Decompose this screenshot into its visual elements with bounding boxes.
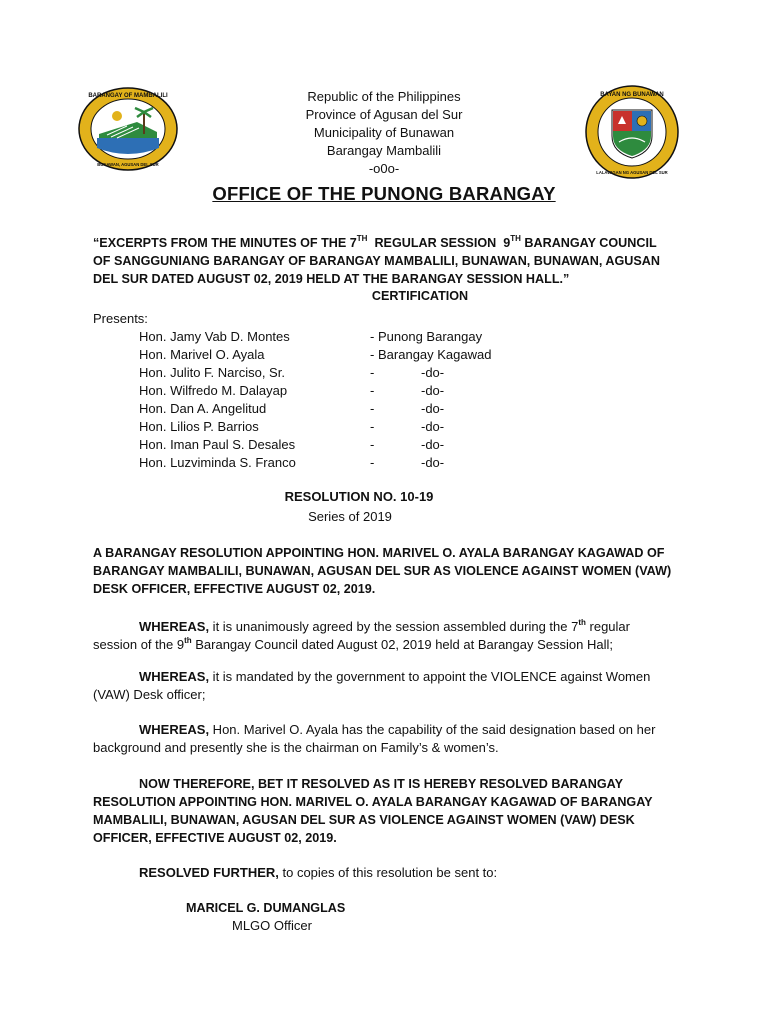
roster-member-name: Hon. Jamy Vab D. Montes xyxy=(139,329,290,344)
roster-row xyxy=(139,328,599,346)
excerpt-sup-2: TH xyxy=(510,233,521,243)
excerpt-text-2: REGULAR SESSION 9 xyxy=(367,236,511,250)
whereas-paragraph-1 xyxy=(93,618,673,654)
roster-member-position: -do- xyxy=(421,419,445,434)
letterhead-republic: Republic of the Philippines xyxy=(307,89,461,104)
roster-dash: - xyxy=(370,347,375,362)
whereas-text: regular session of the 9 xyxy=(93,619,630,652)
resolved-further-lead: RESOLVED FURTHER, xyxy=(139,865,279,880)
whereas-paragraph-3 xyxy=(93,721,673,757)
roster-row xyxy=(139,436,599,454)
whereas-text: Barangay Council dated August 02, 2019 held at Barangay Session Hall; xyxy=(191,637,613,652)
presents-label: Presents: xyxy=(93,311,148,326)
resolution-title: A BARANGAY RESOLUTION APPOINTING HON. MARIVEL O. AYALA BARANGAY KAGAWAD OF BARANGAY MAMBALILI, BUNAWAN, AGUSAN DEL SUR AS VIOLENCE AGAINST WOMEN (VAW) DESK OFFICER, EFFECTIVE AUGUST 02, 2019. xyxy=(93,546,672,596)
roster-member-position: -do- xyxy=(421,401,445,416)
roster-member-position: -do- xyxy=(421,365,445,380)
resolution-number: RESOLUTION NO. 10-19 xyxy=(284,489,434,504)
roster-row xyxy=(139,454,599,472)
attendance-roster xyxy=(139,328,599,472)
roster-dash: - xyxy=(370,419,375,434)
seal-ring-text: BAYAN NG BUNAWAN xyxy=(600,92,664,98)
resolved-further-text: to copies of this resolution be sent to: xyxy=(278,865,498,880)
letterhead-municipality: Municipality of Bunawan xyxy=(313,125,455,140)
letterhead xyxy=(0,88,768,178)
roster-member-position: Barangay Kagawad xyxy=(378,347,492,362)
excerpt-sup-1: TH xyxy=(356,233,368,243)
roster-member-name: Hon. Iman Paul S. Desales xyxy=(139,437,296,452)
seal-bottom-text: BUNAWAN, AGUSAN DEL SUR xyxy=(97,162,159,167)
whereas-paragraph-2 xyxy=(93,668,673,704)
whereas-text: it is unanimously agreed by the session assembled during the 7 xyxy=(209,619,579,634)
roster-dash: - xyxy=(370,455,375,470)
roster-dash: - xyxy=(370,329,375,344)
letterhead-barangay: Barangay Mambalili xyxy=(326,143,442,158)
whereas-text: it is mandated by the government to appoint the VIOLENCE against Women (VAW) Desk officer; xyxy=(93,669,651,702)
roster-row xyxy=(139,418,599,436)
whereas-lead: WHEREAS, xyxy=(139,722,210,737)
roster-member-position: -do- xyxy=(421,437,445,452)
roster-member-name: Hon. Lilios P. Barrios xyxy=(139,419,259,434)
office-title: OFFICE OF THE PUNONG BARANGAY xyxy=(212,183,556,204)
seal-ring-text: BARANGAY OF MAMBALILI xyxy=(88,93,168,99)
ordinal-sup: th xyxy=(184,635,192,645)
roster-dash: - xyxy=(370,383,375,398)
letterhead-ornament: -o0o- xyxy=(368,161,400,176)
roster-member-position: -do- xyxy=(421,455,445,470)
resolved-further-paragraph xyxy=(93,864,673,882)
now-therefore-paragraph: NOW THEREFORE, BET IT RESOLVED AS IT IS HEREBY RESOLVED BARANGAY RESOLUTION APPOINTING HON. MARIVEL O. AYALA BARANGAY KAGAWAD OF BARANGAY MAMBALILI, BUNAWAN, AGUSAN DEL SUR AS VIOLENCE AGAINST WOMEN (VAW) DESK OFFICER, EFFECTIVE AUGUST 02, 2019. xyxy=(93,777,653,845)
roster-member-name: Hon. Dan A. Angelitud xyxy=(139,401,267,416)
letterhead-province: Province of Agusan del Sur xyxy=(305,107,463,122)
roster-member-position: Punong Barangay xyxy=(378,329,483,344)
seal-bottom-text: LALAWIGAN NG AGUSAN DEL SUR xyxy=(596,170,668,175)
excerpt-heading xyxy=(93,234,673,288)
roster-dash: - xyxy=(370,365,375,380)
excerpt-text-1: “EXCERPTS FROM THE MINUTES OF THE 7 xyxy=(93,236,357,250)
whereas-lead: WHEREAS, xyxy=(139,669,210,684)
roster-member-name: Hon. Wilfredo M. Dalayap xyxy=(139,383,288,398)
roster-member-position: -do- xyxy=(421,383,445,398)
roster-member-name: Hon. Luzviminda S. Franco xyxy=(139,455,296,470)
roster-member-name: Hon. Julito F. Narciso, Sr. xyxy=(139,365,285,380)
roster-dash: - xyxy=(370,401,375,416)
excerpt-text-3: BARANGAY COUNCIL OF SANGGUNIANG BARANGAY OF BARANGAY MAMBALILI, BUNAWAN, BUNAWAN, AGUSAN DEL SUR DATED AUGUST 02, 2019 HELD AT THE BARANGAY SESSION HALL.” xyxy=(93,236,660,286)
roster-row xyxy=(139,400,599,418)
roster-dash: - xyxy=(370,437,375,452)
roster-member-name: Hon. Marivel O. Ayala xyxy=(139,347,265,362)
certification-label: CERTIFICATION xyxy=(371,289,469,303)
resolution-series: Series of 2019 xyxy=(308,509,392,524)
ordinal-sup: th xyxy=(578,617,586,627)
roster-row xyxy=(139,382,599,400)
whereas-lead: WHEREAS, xyxy=(139,619,210,634)
whereas-text: Hon. Marivel O. Ayala has the capability of the said designation based on her background and presently she is the chairman on Family’s & women’s. xyxy=(93,722,656,755)
roster-row xyxy=(139,346,599,364)
recipient-name: MARICEL G. DUMANGLAS xyxy=(186,901,346,915)
roster-row xyxy=(139,364,599,382)
recipient-title: MLGO Officer xyxy=(232,918,312,933)
